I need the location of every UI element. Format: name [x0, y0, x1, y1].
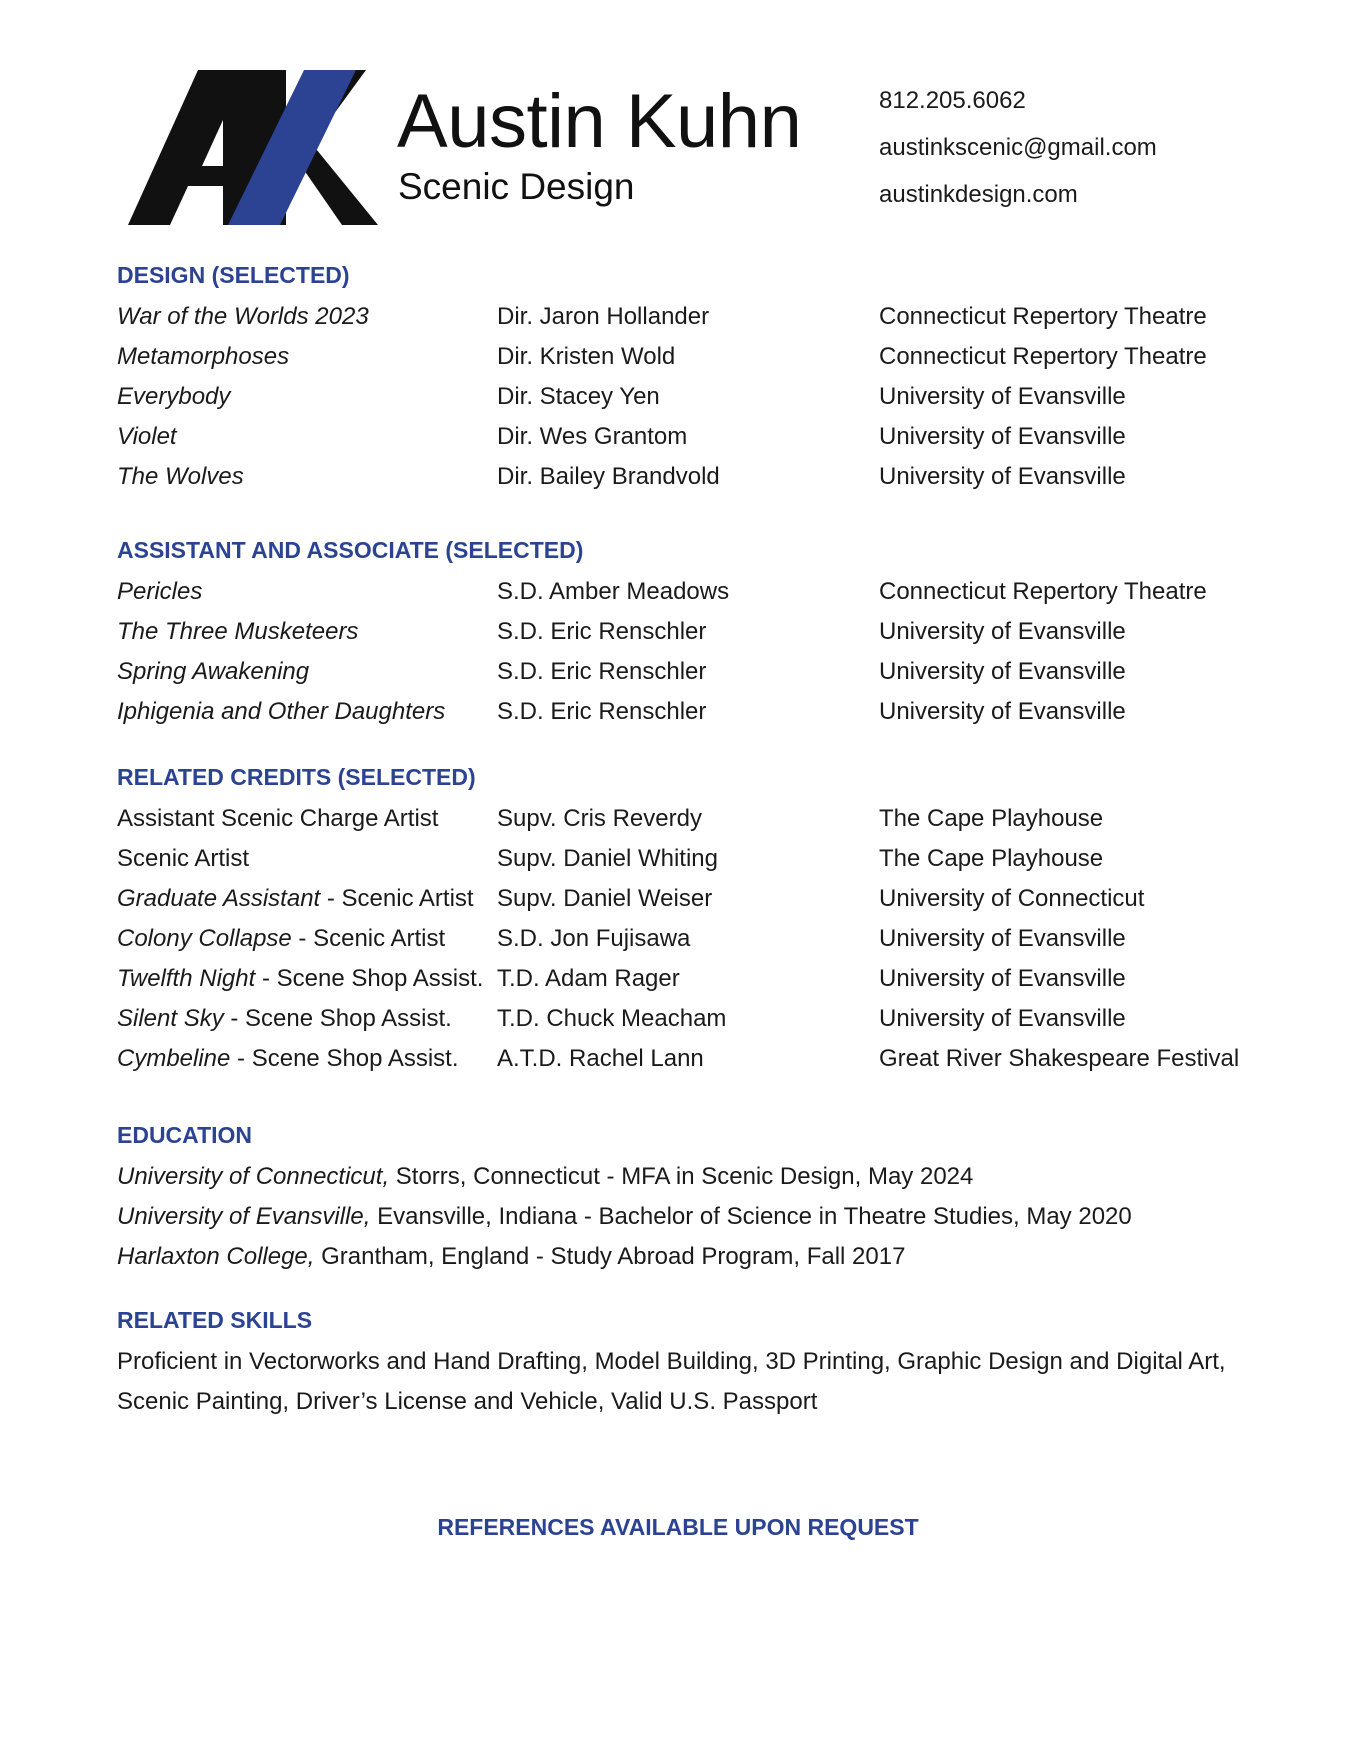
ak-logo: [128, 68, 378, 228]
references-note: REFERENCES AVAILABLE UPON REQUEST: [437, 1514, 919, 1540]
credit-row: [117, 799, 1247, 839]
supervisor: Supv. Cris Reverdy: [497, 805, 702, 832]
credit-row: [117, 297, 1247, 337]
production-title: Spring Awakening: [117, 658, 310, 685]
skills-section: [117, 1305, 1247, 1422]
credit-role: [117, 1039, 459, 1079]
venue: Connecticut Repertory Theatre: [879, 578, 1207, 605]
production-title: War of the Worlds 2023: [117, 303, 369, 330]
supervisor: Supv. Daniel Weiser: [497, 885, 713, 912]
credit-row: [117, 652, 1247, 692]
director: Dir. Wes Grantom: [497, 423, 688, 450]
credit-row: [117, 919, 1247, 959]
credit-role: [117, 879, 474, 919]
education-entry: [117, 1157, 1247, 1197]
production-title: Pericles: [117, 578, 203, 605]
job-title: Scenic Design: [398, 166, 635, 207]
supervisor: A.T.D. Rachel Lann: [497, 1045, 704, 1072]
role: - Scenic Artist: [320, 885, 474, 912]
section-heading: DESIGN (SELECTED): [117, 262, 350, 288]
production-title: Graduate Assistant: [117, 885, 321, 912]
director: Dir. Kristen Wold: [497, 343, 676, 370]
credit-row: [117, 999, 1247, 1039]
section-heading: RELATED SKILLS: [117, 1307, 313, 1333]
credit-row: [117, 572, 1247, 612]
education-entry: [117, 1237, 1247, 1277]
credit-row: [117, 417, 1247, 457]
production-title: Violet: [117, 423, 177, 450]
education-detail: Evansville, Indiana - Bachelor of Science in Theatre Studies, May 2020: [370, 1203, 1132, 1230]
credit-row: [117, 337, 1247, 377]
school-name: Harlaxton College,: [117, 1243, 315, 1270]
role: - Scene Shop Assist.: [255, 965, 484, 992]
scenic-designer: S.D. Eric Renschler: [497, 658, 707, 685]
phone-number: 812.205.6062: [879, 87, 1026, 114]
venue: University of Connecticut: [879, 885, 1145, 912]
role: Assistant Scenic Charge Artist: [117, 805, 439, 832]
director: Dir. Jaron Hollander: [497, 303, 710, 330]
credit-row: [117, 457, 1247, 497]
venue: The Cape Playhouse: [879, 845, 1104, 872]
venue: University of Evansville: [879, 925, 1126, 952]
scenic-designer: S.D. Amber Meadows: [497, 578, 730, 605]
credit-row: [117, 377, 1247, 417]
venue: University of Evansville: [879, 658, 1126, 685]
credit-role: [117, 799, 438, 839]
production-title: The Three Musketeers: [117, 618, 359, 645]
role: - Scene Shop Assist.: [230, 1045, 459, 1072]
role: Scenic Artist: [117, 845, 250, 872]
venue: University of Evansville: [879, 383, 1126, 410]
skills-line: Scenic Painting, Driver’s License and Vehicle, Valid U.S. Passport: [117, 1388, 818, 1415]
role: - Scene Shop Assist.: [223, 1005, 452, 1032]
venue: University of Evansville: [879, 423, 1126, 450]
scenic-designer: S.D. Eric Renschler: [497, 618, 707, 645]
venue: The Cape Playhouse: [879, 805, 1104, 832]
design-section: [117, 260, 1247, 497]
role: - Scenic Artist: [291, 925, 446, 952]
education-section: [117, 1120, 1247, 1277]
credit-row: [117, 1039, 1247, 1079]
credit-row: [117, 959, 1247, 999]
section-heading: RELATED CREDITS (SELECTED): [117, 764, 476, 790]
venue: Connecticut Repertory Theatre: [879, 303, 1207, 330]
director: Dir. Stacey Yen: [497, 383, 660, 410]
venue: University of Evansville: [879, 965, 1126, 992]
production-title: The Wolves: [117, 463, 244, 490]
venue: University of Evansville: [879, 1005, 1126, 1032]
supervisor: T.D. Chuck Meacham: [497, 1005, 727, 1032]
venue: University of Evansville: [879, 463, 1126, 490]
education-detail: Grantham, England - Study Abroad Program, Fall 2017: [314, 1243, 906, 1270]
section-heading: EDUCATION: [117, 1122, 253, 1148]
credit-role: [117, 839, 249, 879]
related-credits-section: [117, 762, 1247, 1079]
credit-role: [117, 999, 452, 1039]
assistant-section: [117, 535, 1247, 732]
section-heading: ASSISTANT AND ASSOCIATE (SELECTED): [117, 537, 584, 563]
credit-row: [117, 879, 1247, 919]
venue: Connecticut Repertory Theatre: [879, 343, 1207, 370]
production-title: Cymbeline: [117, 1045, 231, 1072]
supervisor: Supv. Daniel Whiting: [497, 845, 718, 872]
school-name: University of Connecticut,: [117, 1163, 390, 1190]
production-title: Silent Sky: [117, 1005, 224, 1032]
email-address[interactable]: austinkscenic@gmail.com: [879, 134, 1157, 161]
person-name: Austin Kuhn: [397, 79, 802, 164]
supervisor: S.D. Jon Fujisawa: [497, 925, 691, 952]
credit-row: [117, 612, 1247, 652]
production-title: Everybody: [117, 383, 231, 410]
venue: Great River Shakespeare Festival: [879, 1045, 1240, 1072]
director: Dir. Bailey Brandvold: [497, 463, 720, 490]
venue: University of Evansville: [879, 698, 1126, 725]
production-title: Twelfth Night: [117, 965, 256, 992]
supervisor: T.D. Adam Rager: [497, 965, 680, 992]
credit-row: [117, 692, 1247, 732]
venue: University of Evansville: [879, 618, 1126, 645]
education-detail: Storrs, Connecticut - MFA in Scenic Design, May 2024: [389, 1163, 974, 1190]
skills-line: Proficient in Vectorworks and Hand Drafting, Model Building, 3D Printing, Graphic Design and Digital Art,: [117, 1348, 1226, 1375]
production-title: Iphigenia and Other Daughters: [117, 698, 446, 725]
website-link[interactable]: austinkdesign.com: [879, 181, 1078, 208]
education-entry: [117, 1197, 1247, 1237]
scenic-designer: S.D. Eric Renschler: [497, 698, 707, 725]
production-title: Colony Collapse: [117, 925, 292, 952]
school-name: University of Evansville,: [117, 1203, 371, 1230]
production-title: Metamorphoses: [117, 343, 290, 370]
credit-role: [117, 919, 445, 959]
credit-role: [117, 959, 483, 999]
credit-row: [117, 839, 1247, 879]
